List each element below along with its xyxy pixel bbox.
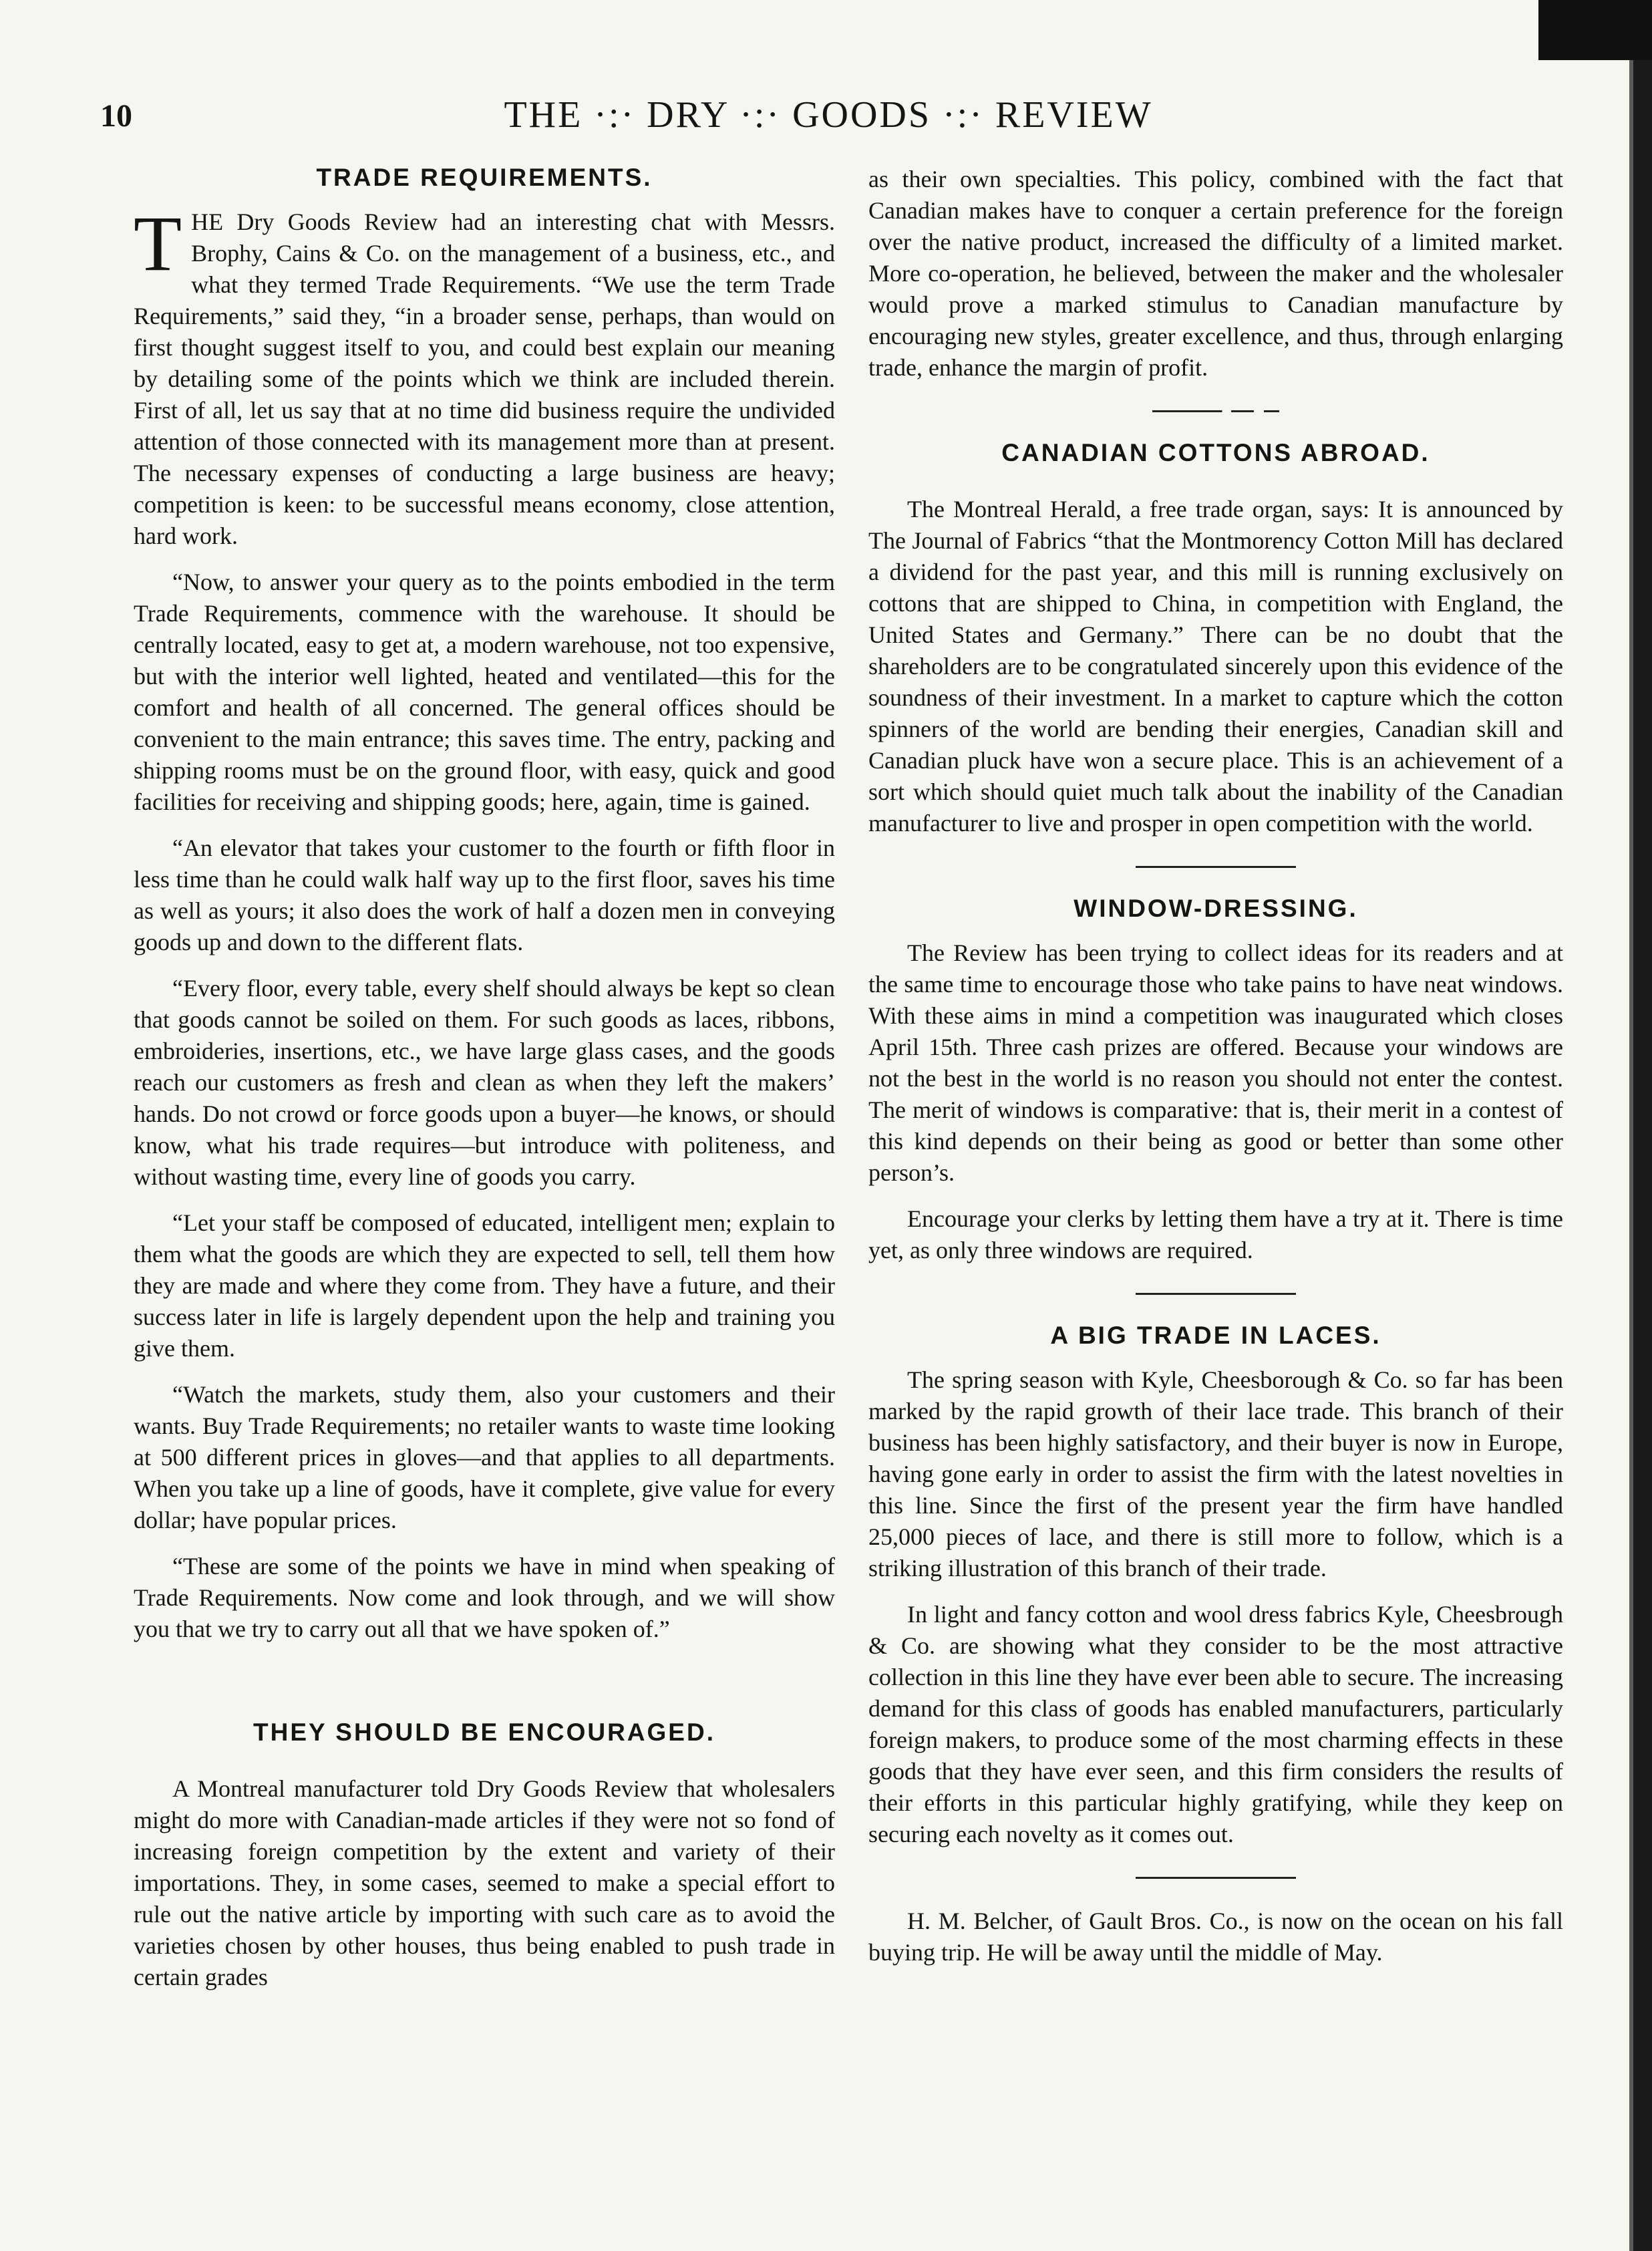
trade-requirements-paragraph-5: “Let your staff be composed of educated, intelligent men; explain to them what the goods are which they are expected to sell, tell them how they are made and where they come from. They have a future, and their success later in life is largely dependent upon the help and training you give them. [134,1209,835,1362]
trade-requirements-paragraph-1 [134,200,835,552]
window-paragraph-2: Encourage your clerks by letting them have a try at it. There is time yet, as only three windows are required. [868,1205,1563,1263]
page-number: 10 [100,98,132,134]
laces-paragraph-1: The spring season with Kyle, Cheesborough & Co. so far has been marked by the rapid growth of their lace trade. This branch of their business has been highly satisfactory, and their buyer is now in Europe, having gone early in order to assist the firm with the latest novelties in this line. Since the first of the present year the firm have handled 25,000 pieces of lace, and there is still more to follow, which is a striking illustration of this branch of their trade. [868,1366,1563,1582]
trade-requirements-paragraph-2: “Now, to answer your query as to the points embodied in the term Trade Requirements, commence with the warehouse. It should be centrally located, easy to get at, a modern warehouse, not too expensive, but with the interior well lighted, heated and ventilated—this for the comfort and health of all concerned. The general offices should be convenient to the main entrance; this saves time. The entry, packing and shipping rooms must be on the ground floor, with easy, quick and good facilities for receiving and shipping goods; here, again, time is gained. [134,569,835,815]
trade-requirements-paragraph-3: “An elevator that takes your customer to the fourth or fifth floor in less time than he could walk half way up to the first floor, saves his time as well as yours; it also does the work of half a dozen men in conveying goods up and down to the different flats. [134,835,835,955]
heading-they-should-be-encouraged: THEY SHOULD BE ENCOURAGED. [253,1718,715,1746]
trade-requirements-paragraph-6: “Watch the markets, study them, also your customers and their wants. Buy Trade Requirements; no retailer wants to waste time looking at 500 different prices in gloves—and that applies to all departments. When you take up a line of goods, have it complete, give value for every dollar; have popular prices. [134,1381,835,1533]
left-column [134,164,835,1993]
cottons-paragraph-1: The Montreal Herald, a free trade organ, says: It is announced by The Journal of Fabrics “that the Montmorency Cotton Mill has declared a dividend for the past year, and this mill is running exclusively on cottons that are shipped to China, in competition with England, the United States and Germany.” There can be no doubt that the shareholders are to be congratulated sincerely upon this evidence of the soundness of their investment. In a market to capture which the cotton spinners of the world are bending their energies, Canadian skill and Canadian pluck have won a secure place. This is an achievement of a sort which should quiet much talk about the inability of the Canadian manufacturer to live and prosper in open competition with the world. [868,496,1563,837]
scan-corner-shadow [1538,0,1652,60]
trade-requirements-paragraph-1-text: HE Dry Goods Review had an interesting chat with Messrs. Brophy, Cains & Co. on the management of a business, etc., and what they termed Trade Requirements. “We use the term Trade Requirements,” said they, “in a broader sense, perhaps, than would on first thought suggest itself to you, and could best explain our meaning by detailing some of the points which we think are included therein. First of all, let us say that at no time did business require the undivided attention of those connected with its management more than at present. The necessary expenses of conducting a large business are heavy; competition is keen: to be successful means economy, close attention, hard work. [134,208,835,549]
encouraged-paragraph-1: A Montreal manufacturer told Dry Goods Review that wholesalers might do more with Canadian-made articles if they were not so fond of increasing foreign competition by the extent and variety of their importations. They, in some cases, seemed to make a special effort to rule out the native article by importing with such care as to avoid the varieties chosen by other houses, thus being enabled to push trade in certain grades [134,1775,835,1990]
page-edge-shadow [1633,0,1652,2251]
heading-a-big-trade-in-laces: A BIG TRADE IN LACES. [1050,1322,1381,1349]
publication-title: THE ·:· DRY ·:· GOODS ·:· REVIEW [504,94,1153,136]
encouraged-continuation: as their own specialties. This policy, combined with the fact that Canadian makes have to conquer a certain preference for the foreign over the native product, increased the difficulty of a limited market. More co-operation, he believed, between the maker and the wholesaler would prove a marked stimulus to Canadian manufacture by encouraging new styles, greater excellence, and thus, through enlarging trade, enhance the margin of profit. [868,166,1563,381]
heading-window-dressing: WINDOW-DRESSING. [1073,895,1358,922]
heading-trade-requirements: TRADE REQUIREMENTS. [316,164,653,191]
drop-cap: T [134,200,182,287]
trade-requirements-paragraph-4: “Every floor, every table, every shelf should always be kept so clean that goods cannot be soiled on them. For such goods as laces, ribbons, embroideries, insertions, etc., we have large glass cases, and the goods reach our customers as fresh and clean as when they left the makers’ hands. Do not crowd or force goods upon a buyer—he knows, or should know, what his trade requires—but introduce with politeness, and without wasting time, every line of goods you carry. [134,975,835,1190]
page-edge-shadow-inner [1629,0,1633,2251]
heading-canadian-cottons-abroad: CANADIAN COTTONS ABROAD. [1001,439,1430,466]
window-paragraph-1: The Review has been trying to collect ideas for its readers and at the same time to encourage those who take pains to have neat windows. With these aims in mind a competition was inaugurated which closes April 15th. Three cash prizes are offered. Because your windows are not the best in the world is no reason you should not enter the contest. The merit of windows is comparative: that is, their merit in a contest of this kind depends on their being as good or better than some other person’s. [868,939,1563,1186]
laces-paragraph-2: In light and fancy cotton and wool dress fabrics Kyle, Cheesbrough & Co. are showing what they consider to be the most attractive collection in this line they have ever been able to secure. The increasing demand for this class of goods has enabled manufacturers, particularly foreign makers, to produce some of the most charming effects in these goods that they have ever seen, and this firm considers the results of their efforts in this particular highly gratifying, while they keep on securing each novelty as it comes out. [868,1601,1563,1847]
trade-requirements-paragraph-7: “These are some of the points we have in mind when speaking of Trade Requirements. Now come and look through, and we will show you that we try to carry out all that we have spoken of.” [134,1553,835,1642]
masthead [100,94,1556,147]
right-column [868,164,1563,1968]
belcher-note: H. M. Belcher, of Gault Bros. Co., is now on the ocean on his fall buying trip. He will be away until the middle of May. [868,1908,1563,1966]
